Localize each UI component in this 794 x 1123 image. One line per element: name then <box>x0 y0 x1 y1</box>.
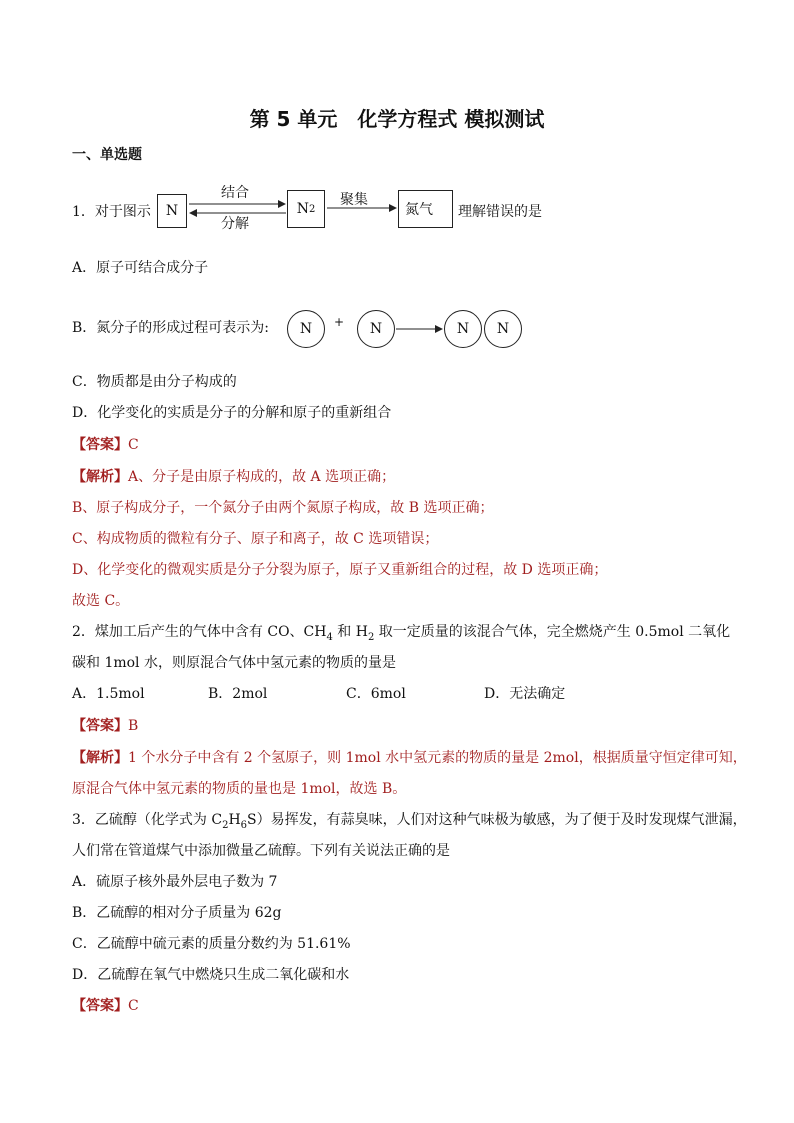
arrow-gather-head <box>389 204 397 212</box>
q3-answer: 【答案】C <box>72 998 139 1014</box>
q1-option-b: B．氮分子的形成过程可表示为: <box>72 320 270 336</box>
q1-box-n: N <box>157 194 187 228</box>
q1-box-n2: N 2 <box>287 190 325 228</box>
atom-n-2: N <box>357 310 395 348</box>
q2-option-c: C．6mol <box>346 686 406 702</box>
page-title: 第 5 单元 化学方程式 模拟测试 <box>249 107 545 131</box>
q1-analysis-line-5: 故选 C。 <box>72 593 130 609</box>
q1-label-decompose: 分解 <box>221 216 249 232</box>
q1-analysis-line-1: 【解析】A、分子是由原子构成的，故 A 选项正确； <box>72 469 396 485</box>
q1-option-c: C．物质都是由分子构成的 <box>72 374 237 390</box>
arrow-combine-head <box>278 200 286 208</box>
q2-analysis-line-1: 【解析】1 个水分子中含有 2 个氢原子，则 1mol 水中氢元素的物质的量是 2mol，根据质量守恒定律可知， <box>72 750 747 766</box>
atom-n-1: N <box>287 310 325 348</box>
q2-option-a: A．1.5mol <box>72 686 145 702</box>
q3-option-a: A．硫原子核外最外层电子数为 7 <box>72 874 278 890</box>
q1-analysis-line-2: B、原子构成分子，一个氮分子由两个氮原子构成，故 B 选项正确； <box>72 500 494 516</box>
q2-stem-line-2: 碳和 1mol 水，则原混合气体中氢元素的物质的量是 <box>72 655 396 671</box>
q2-stem-line-1: 2．煤加工后产生的气体中含有 CO、$CH_4$ 和 $H_2$ 取一定质量的该混合气体，完全燃烧产生 0.5mol 二氧化 <box>72 624 731 643</box>
molecule-atom-a: N <box>444 310 482 348</box>
q3-stem-line-1: 3．乙硫醇（化学式为 $C_2H_6S$）易挥发，有蒜臭味，人们对这种气味极为敏感，为了便于及时发现煤气泄漏， <box>72 812 747 831</box>
plus-sign: + <box>334 315 345 329</box>
q1-option-d: D．化学变化的实质是分子的分解和原子的重新组合 <box>72 405 392 421</box>
q1-box-nitrogen-gas: 氮气 <box>398 190 453 228</box>
molecule-atom-b: N <box>484 310 522 348</box>
q1-label-gather: 聚集 <box>340 192 368 208</box>
q1-option-a: A．原子可结合成分子 <box>72 260 209 276</box>
q3-option-c: C．乙硫醇中硫元素的质量分数约为 51.61% <box>72 936 351 952</box>
q2-option-b: B．2mol <box>208 686 268 702</box>
q1-label-combine: 结合 <box>221 185 249 201</box>
q1-analysis-line-3: C、构成物质的微粒有分子、原子和离子，故 C 选项错误； <box>72 531 439 547</box>
q3-option-b: B．乙硫醇的相对分子质量为 62g <box>72 905 282 921</box>
q1-suffix: 理解错误的是 <box>458 204 542 220</box>
arrow-decompose-head <box>189 209 197 217</box>
q2-answer: 【答案】B <box>72 718 139 734</box>
section-heading: 一、单选题 <box>72 147 142 163</box>
q3-option-d: D．乙硫醇在氧气中燃烧只生成二氧化碳和水 <box>72 967 350 983</box>
q1-analysis-line-4: D、化学变化的微观实质是分子分裂为原子，原子又重新组合的过程，故 D 选项正确； <box>72 562 608 578</box>
q1-answer: 【答案】C <box>72 437 139 453</box>
q2-analysis-line-2: 原混合气体中氢元素的物质的量也是 1mol，故选 B。 <box>72 781 407 797</box>
arrow-reaction-head <box>435 325 443 333</box>
q1-prefix: 1．对于图示 <box>72 204 151 220</box>
q3-stem-line-2: 人们常在管道煤气中添加微量乙硫醇。下列有关说法正确的是 <box>72 843 450 859</box>
q2-option-d: D．无法确定 <box>484 686 566 702</box>
